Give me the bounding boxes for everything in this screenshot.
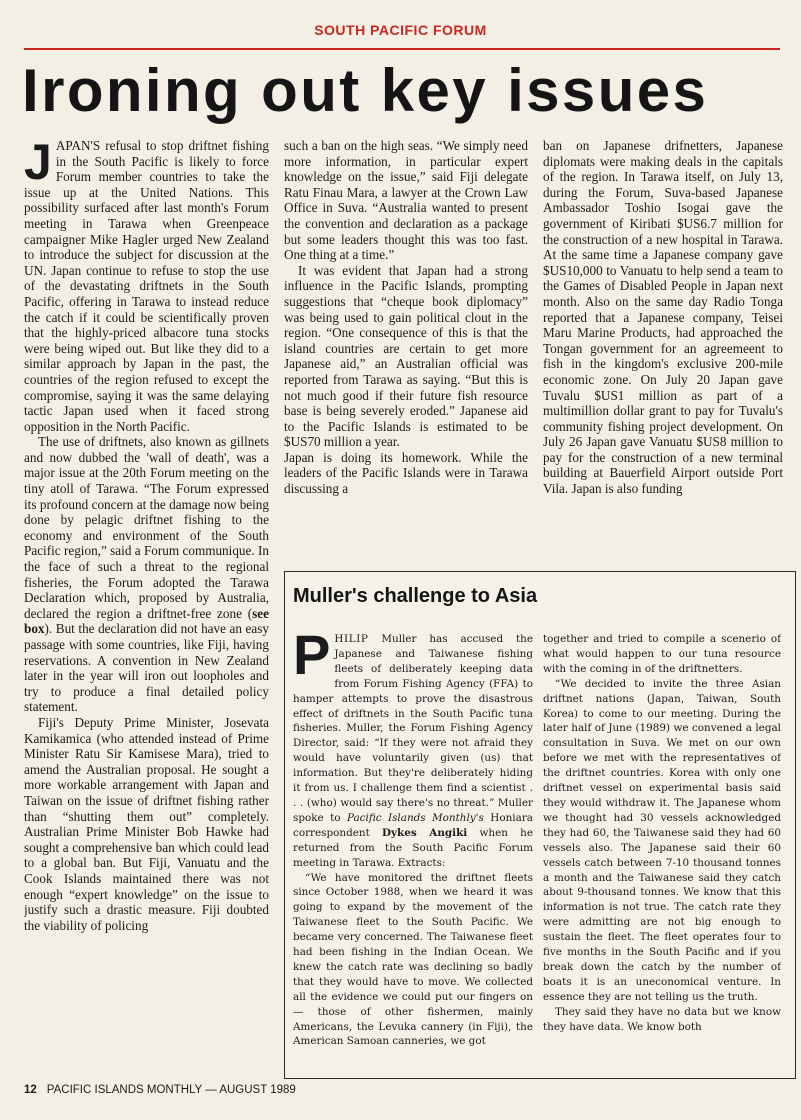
box-column-2 <box>543 632 781 1076</box>
box-paragraph: “We have monitored the driftnet fleets since October 1988, when we heard it was going to expand by the movement of the Taiwanese fleet to the South Pacific. We became very concerned. The Taiwanese fleet had been fishing in the Indian Ocean. We knew the catch rate was declining so badly that they would have to move. We collected all the evidence we could put our fingers on — those of other fishermen, mainly Americans, the Levuka cannery (in Fiji), the American Samoan canneries, we got <box>293 871 533 1048</box>
box-lead-caps: HILIP <box>334 633 369 645</box>
article-text: The use of driftnets, also known as gillnets and now dubbed the 'wall of death', was a major issue at the 20th Forum meeting on the tiny atoll of Tarawa. “The Forum expressed its profound concern at the damage now being done by pelagic driftnet fishing to the economy and environment of the South Pacific region,” said a Forum communique. In the face of such a threat to the regional fisheries, the Forum adopted the Tarawa Declaration which, proposed by Australia, declared the region a driftnet-free zone ( <box>24 434 269 621</box>
box-text: Honiara correspondent <box>293 811 533 839</box>
box-paragraph: “We decided to invite the three Asian driftnet nations (Japan, Taiwan, South Korea) to come to our meeting. During the later half of June (1989) we convened a legal consultation in Suva. We met on our own before we met with the representatives of the driftnet countries. Korea with only one driftnet vessel on experimental basis said they would withdraw it. The Japanese whom we thought had 30 vessels acknowledged they had 60, the Taiwanese said they had 60 vessels also. The Japanese said their 60 vessels catch between 7-10 thousand tonnes a month and the Taiwanese said they catch about 9-thousand tonnes. We know that this information is not true. The catch rate they were admitting are not big enough to sustain the fleet. The fleet operates four to five months in the South Pacific and if you break down the catch by the number of boats it is an uneconomical venture. In essence they are not telling us the truth. <box>543 677 781 1003</box>
article-column-1 <box>24 138 269 1054</box>
article-paragraph: Fiji's Deputy Prime Minister, Josevata Kamikamica (who attended instead of Prime Minister Ratu Sir Kamisese Mara), tried to amend the Australian proposal. He sought a more workable arrangement with Japan and Taiwan on the issue of driftnet fishing rather than “shutting them out” completely. Australian Prime Minister Bob Hawke had sought a comprehensive ban which could lead to a global ban. But Fiji, Vanuatu and the Cook Islands maintained there was not enough “expert knowledge” on the issue to justify such a drastic measure. Fiji doubted the viability of policing <box>24 714 269 933</box>
publication-credit: PACIFIC ISLANDS MONTHLY — AUGUST 1989 <box>46 1084 296 1096</box>
box-lead-paragraph <box>293 632 533 871</box>
page-footer <box>24 1084 444 1096</box>
box-paragraph: They said they have no data but we know they have data. We know both <box>543 1005 781 1033</box>
article-lead-text: APAN'S refusal to stop driftnet fishing in the South Pacific is likely to force Forum member countries to take the issue up at the United Nations. This possibility surfaced after last month's Forum meeting in Tarawa when Greenpeace campaigner Mike Hagler urged New Zealand to introduce the subject for discussion at the UN. Japan continue to refuse to stop the use of the devastating driftnets in the South Pacific, offering in Tarawa to instead reduce the catch if it could be scientifically proven that the highly-priced albacore tuna stocks were being wiped out. But like they did to a similar approach by Japan in the past, the countries of the region refused to except the compromise, saying it was the same delaying tactic Japan used when it faced strong opposition in the North Pacific. <box>24 138 269 434</box>
article-paragraph: It was evident that Japan had a strong influence in the Pacific Islands, prompting suggestions that “cheque book diplomacy” was being used to gain political clout in the region. “One consequence of this is that the island countries are certain to get more Japanese aid,” an Australian official was reported from Tarawa as saying. “But this is not much good if their future fish resource base is being severely eroded.” Japanese aid to the Pacific Islands is estimated to be $US70 million a year. <box>284 262 528 450</box>
article-paragraph <box>24 434 269 715</box>
box-drop-cap: P <box>293 632 331 686</box>
correspondent-name: Dykes Angiki <box>382 826 468 839</box>
publication-name: Pacific Islands Monthly's <box>346 811 484 824</box>
article-paragraph: ban on Japanese drifnetters, Japanese diplomats were making deals in the capitals of the region. In Tarawa itself, on July 13, during the Forum, Suva-based Japanese Ambassador Toshio Isogai gave the government of Kiribati $US6.7 million for the construction of a new hospital in Tarawa. At the same time a Japanese company gave $US10,000 to Vanuatu to help send a team to the Games of Disabled People in Japan next month. Also on the same day Radio Tonga reported that a Japanese company, Teisei Maru Marine Products, had approached the Tongan government for an agreemeent to fish in the kingdom's exclusive 200-mile economic zone. On July 20 Japan gave Tuvalu $US1 million as part of a multimillion dollar grant to pay for Tuvalu's community fishing project development. On July 26 Japan gave Vanuatu $US8 million to pay for the construction of a new terminal building at Bauerfield Airport outside Port Vila. Japan is also funding <box>543 138 783 497</box>
section-divider <box>24 48 780 50</box>
drop-cap: J <box>24 138 52 190</box>
box-text: when he returned from the South Pacific Forum meeting in Tarawa. Extracts: <box>293 826 533 869</box>
page-number: 12 <box>24 1084 37 1096</box>
box-paragraph: together and tried to compile a scenerio of what would happen to our tuna resource with the coming in of the driftnetters. <box>543 633 781 675</box>
see-box-reference: see box <box>24 605 269 637</box>
box-title: Muller's challenge to Asia <box>293 585 538 607</box>
article-paragraph: Japan is doing its homework. While the leaders of the Pacific Islands were in Tarawa discussing a <box>284 449 528 497</box>
article-column-3 <box>543 138 783 566</box>
box-column-1 <box>293 632 533 1076</box>
section-label: SOUTH PACIFIC FORUM <box>314 22 487 38</box>
article-paragraph: such a ban on the high seas. “We simply need more information, in particular expert knowledge on the issue,” said Fiji delegate Ratu Finau Mara, a lawyer at the Crown Law Office in Suva. “Australia wanted to present the convention and declaration as a package but some leaders thought this was too fast. One thing at a time.” <box>284 138 528 263</box>
headline: Ironing out key issues <box>22 57 709 124</box>
article-column-2 <box>284 138 528 566</box>
article-text: ). But the declaration did not have an easy passage with some countries, like Fiji, having reservations. A convention in New Zealand later in the year will iron out loopholes and try to produce a final detailed policy statement. <box>24 621 269 715</box>
article-lead-paragraph <box>24 138 269 434</box>
sidebar-box <box>284 571 796 1079</box>
box-text: Muller has accused the Japanese and Taiwanese fishing fleets of deliberately keeping data from Forum Fishing Agency (FFA) to hamper attempts to prove the disastrous effect of driftnets in the South Pacific tuna fisheries. Muller, the Forum Fishing Agency Director, said: “If they were not afraid they would have voluntarily given (us) that information. But they're deliberately hiding it from us. I challenge them find a scientist . . . (who) would say there's no threat.” Muller spoke to <box>293 633 533 824</box>
